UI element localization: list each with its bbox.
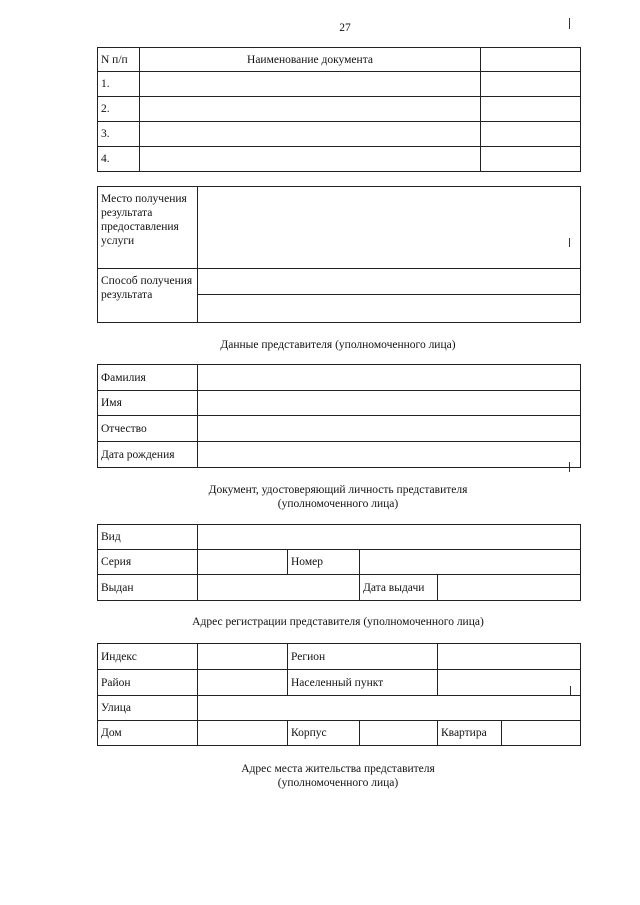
page-number: 27 (339, 22, 351, 34)
row-number: 1. (98, 72, 140, 97)
surname-label: Фамилия (98, 365, 198, 391)
identity-doc-heading-line2: (уполномоченного лица) (277, 498, 399, 510)
table-row (98, 147, 581, 172)
street-label: Улица (98, 696, 198, 721)
result-table (97, 186, 581, 323)
district-label: Район (98, 670, 198, 696)
representative-table (97, 364, 581, 468)
document-extra-cell[interactable] (481, 97, 581, 122)
identity-doc-table (97, 524, 581, 601)
document-name-cell[interactable] (140, 72, 481, 97)
birth-date-label: Дата рождения (98, 442, 198, 468)
region-label: Регион (288, 644, 438, 670)
header-empty-cell[interactable] (481, 48, 581, 72)
building-label: Корпус (288, 721, 360, 746)
representative-heading: Данные представителя (уполномоченного лица) (220, 339, 456, 351)
doc-series-field[interactable] (198, 550, 288, 575)
document-extra-cell[interactable] (481, 147, 581, 172)
doc-number-field[interactable] (360, 550, 581, 575)
document-name-cell[interactable] (140, 97, 481, 122)
residence-address-heading (97, 762, 579, 790)
identity-doc-heading-line1: Документ, удостоверяющий личность представителя (208, 484, 468, 496)
documents-header-row (98, 48, 581, 72)
documents-table (97, 47, 581, 172)
name-label: Имя (98, 391, 198, 416)
index-label: Индекс (98, 644, 198, 670)
district-field[interactable] (198, 670, 288, 696)
registration-address-heading: Адрес регистрации представителя (уполномоченного лица) (192, 616, 484, 628)
document-extra-cell[interactable] (481, 122, 581, 147)
apartment-label: Квартира (438, 721, 502, 746)
locality-label: Населенный пункт (288, 670, 438, 696)
document-name-cell[interactable] (140, 122, 481, 147)
name-field[interactable] (198, 391, 581, 416)
result-place-field[interactable] (198, 187, 581, 269)
house-field[interactable] (198, 721, 288, 746)
doc-issued-field[interactable] (198, 575, 360, 601)
table-row (98, 97, 581, 122)
house-label: Дом (98, 721, 198, 746)
doc-issue-date-label: Дата выдачи (360, 575, 438, 601)
document-name-cell[interactable] (140, 147, 481, 172)
result-method-field-1[interactable] (198, 269, 581, 295)
result-place-label: Место получения результата предоставления услуги (98, 187, 198, 269)
row-number: 2. (98, 97, 140, 122)
row-number: 3. (98, 122, 140, 147)
index-field[interactable] (198, 644, 288, 670)
residence-address-heading-line2: (уполномоченного лица) (277, 777, 399, 789)
scan-mark (569, 18, 570, 29)
patronymic-field[interactable] (198, 416, 581, 442)
doc-type-label: Вид (98, 525, 198, 550)
table-row (98, 122, 581, 147)
result-method-field-2[interactable] (198, 295, 581, 323)
surname-field[interactable] (198, 365, 581, 391)
header-num: N п/п (98, 48, 140, 72)
doc-issue-date-field[interactable] (438, 575, 581, 601)
row-number: 4. (98, 147, 140, 172)
locality-field[interactable] (438, 670, 581, 696)
doc-issued-label: Выдан (98, 575, 198, 601)
table-row (98, 72, 581, 97)
result-method-label: Способ получения результата (98, 269, 198, 323)
residence-address-heading-line1: Адрес места жительства представителя (241, 763, 435, 775)
patronymic-label: Отчество (98, 416, 198, 442)
apartment-field[interactable] (502, 721, 581, 746)
identity-doc-heading (97, 483, 579, 511)
street-field[interactable] (198, 696, 581, 721)
doc-series-label: Серия (98, 550, 198, 575)
doc-number-label: Номер (288, 550, 360, 575)
header-document-name: Наименование документа (140, 48, 481, 72)
doc-type-field[interactable] (198, 525, 581, 550)
region-field[interactable] (438, 644, 581, 670)
building-field[interactable] (360, 721, 438, 746)
registration-address-table (97, 643, 581, 746)
document-extra-cell[interactable] (481, 72, 581, 97)
birth-date-field[interactable] (198, 442, 581, 468)
